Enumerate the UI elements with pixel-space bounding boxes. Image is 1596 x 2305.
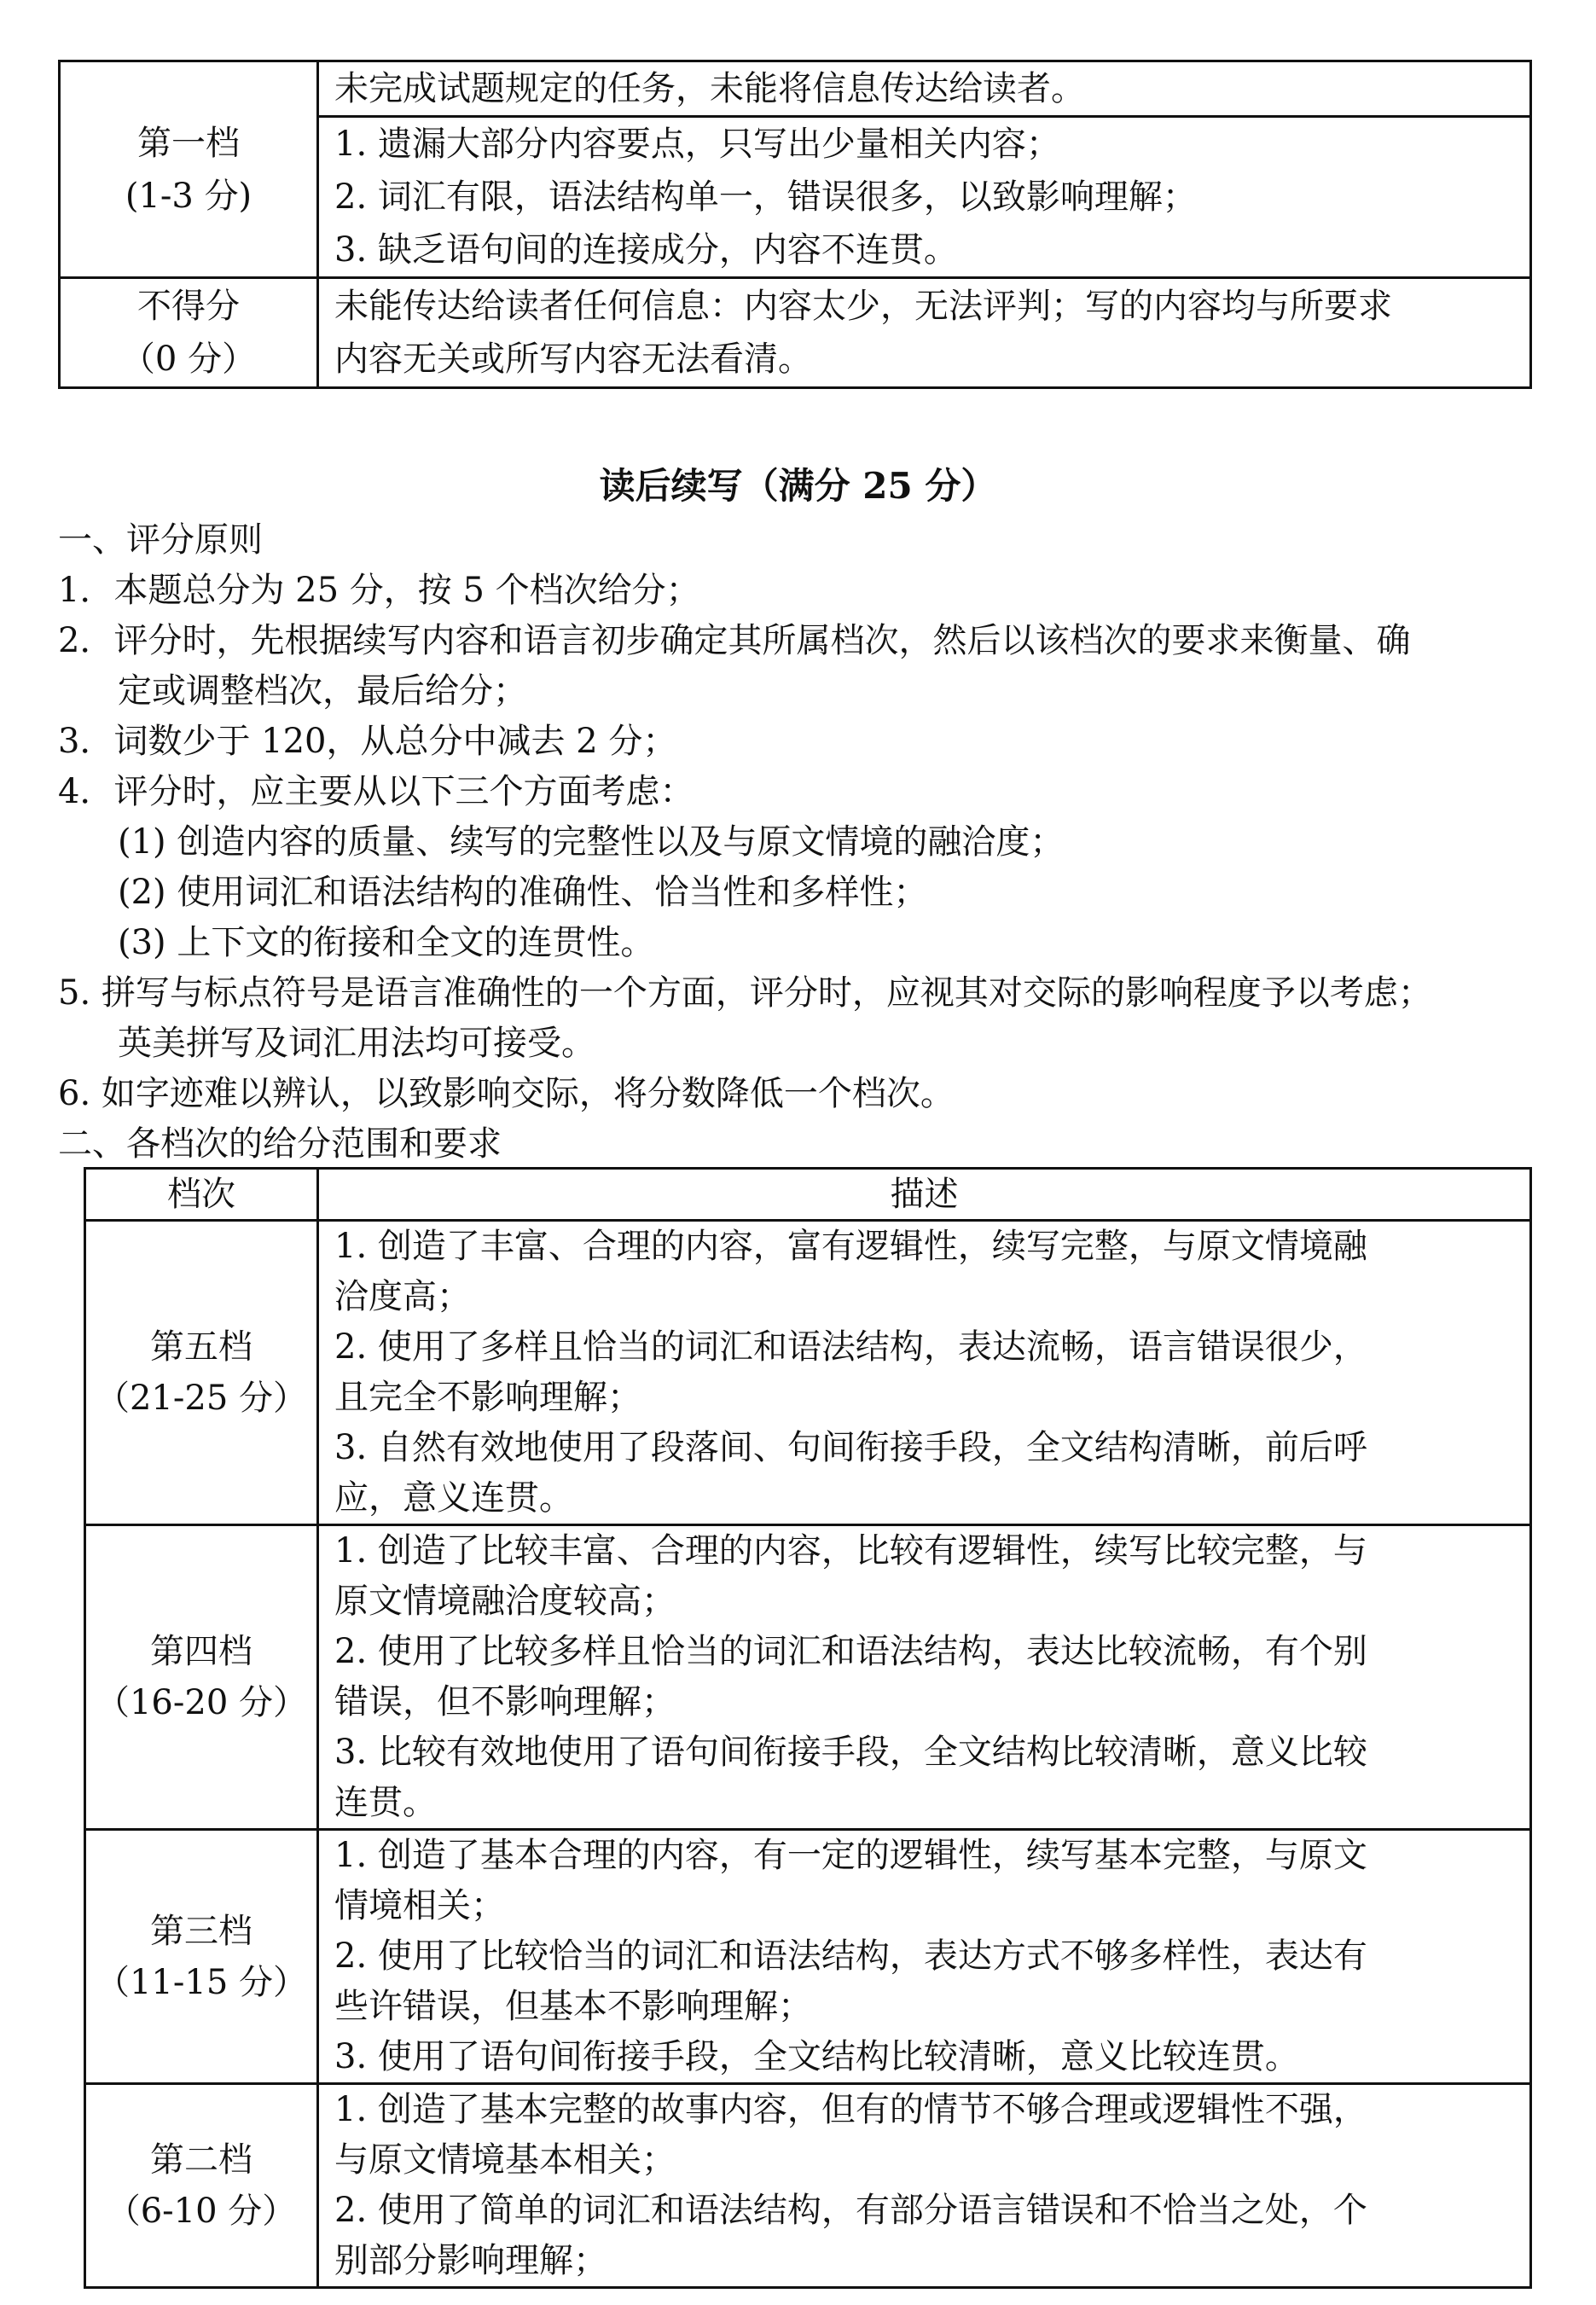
description-line: 且完全不影响理解；: [334, 1378, 641, 1417]
grade-description-cell: [318, 1525, 1531, 1830]
description-line: 1. 创造了基本完整的故事内容，但有的情节不够合理或逻辑性不强，: [334, 2090, 1367, 2129]
principles-heading: 一、评分原则: [58, 520, 263, 560]
grade-range: （16-20 分）: [95, 1683, 308, 1722]
grade-range: （0 分）: [120, 340, 257, 379]
description-line: 情境相关；: [334, 1886, 505, 1925]
table-row: [85, 1830, 1531, 2084]
grade-summary-cell: [318, 61, 1531, 117]
description-line: 3. 比较有效地使用了语句间衔接手段，全文结构比较清晰，意义比较: [334, 1733, 1367, 1772]
principle-item: 5. 拼写与标点符号是语言准确性的一个方面，评分时，应视其对交际的影响程度予以考虑；: [58, 973, 1432, 1013]
grade-summary: 未完成试题规定的任务，未能将信息传达给读者。: [334, 69, 1085, 108]
grade-level-cell: [85, 1830, 318, 2084]
grade-level: 第四档: [150, 1632, 252, 1671]
grade-range: (1-3 分): [125, 176, 252, 216]
header-level: 档次: [85, 1169, 318, 1221]
grade-description-cell: [318, 2084, 1531, 2288]
description-line: 与原文情境基本相关；: [334, 2140, 676, 2180]
previous-grade-table: [58, 60, 1532, 389]
grade-level-cell: [60, 61, 318, 278]
principle-subitem: (3) 上下文的衔接和全文的连贯性。: [118, 923, 655, 962]
principle-item: 英美拼写及词汇用法均可接受。: [118, 1024, 595, 1063]
grade-range: （21-25 分）: [95, 1379, 308, 1418]
principle-item: 2．评分时，先根据续写内容和语言初步确定其所属档次，然后以该档次的要求来衡量、确: [58, 621, 1411, 660]
table-row: [60, 278, 1531, 388]
description-line: 3. 自然有效地使用了段落间、句间衔接手段，全文结构清晰，前后呼: [334, 1428, 1367, 1467]
grade-table-heading: 二、各档次的给分范围和要求: [58, 1124, 502, 1164]
grade-range: （11-15 分）: [95, 1962, 308, 2002]
table-row: [85, 1525, 1531, 1830]
header-description: 描述: [318, 1169, 1531, 1221]
table-row: [60, 61, 1531, 117]
grade-level: 第三档: [150, 1911, 252, 1951]
table-row: [85, 1221, 1531, 1525]
grade-description-cell: [318, 117, 1531, 278]
description-line: 2. 使用了比较恰当的词汇和语法结构，表达方式不够多样性，表达有: [334, 1936, 1367, 1976]
description-line: 连贯。: [334, 1783, 437, 1822]
table-header-row: [85, 1169, 1531, 1221]
description-line: 2. 词汇有限，语法结构单一，错误很多，以致影响理解；: [334, 177, 1197, 217]
description-line: 洽度高；: [334, 1277, 471, 1316]
grade-level-cell: [85, 1221, 318, 1525]
description-line: 些许错误，但基本不影响理解；: [334, 1987, 812, 2026]
principle-item: 4．评分时，应主要从以下三个方面考虑：: [58, 772, 694, 811]
description-line: 内容无关或所写内容无法看清。: [334, 340, 812, 379]
principle-item: 定或调整档次，最后给分；: [118, 671, 527, 711]
principle-item: 3．词数少于 120，从总分中减去 2 分；: [58, 722, 677, 761]
description-line: 未能传达给读者任何信息：内容太少，无法评判；写的内容均与所要求: [334, 287, 1392, 326]
grade-level-cell: [85, 2084, 318, 2288]
grade-level: 第二档: [150, 2140, 252, 2180]
table-row: [85, 2084, 1531, 2288]
grade-description-cell: [318, 1221, 1531, 1525]
principle-item: 1．本题总分为 25 分，按 5 个档次给分；: [58, 571, 700, 610]
description-line: 3. 使用了语句间衔接手段，全文结构比较清晰，意义比较连贯。: [334, 2037, 1299, 2076]
grade-table: [84, 1167, 1532, 2289]
description-line: 1. 遗漏大部分内容要点，只写出少量相关内容；: [334, 125, 1060, 164]
grade-level-cell: [60, 278, 318, 388]
grade-description-cell: [318, 278, 1531, 388]
description-line: 3. 缺乏语句间的连接成分，内容不连贯。: [334, 230, 958, 270]
description-line: 2. 使用了简单的词汇和语法结构，有部分语言错误和不恰当之处，个: [334, 2191, 1367, 2230]
grade-level: 不得分: [137, 287, 240, 326]
description-line: 1. 创造了比较丰富、合理的内容，比较有逻辑性，续写比较完整，与: [334, 1531, 1367, 1571]
principle-item: 6. 如字迹难以辨认，以致影响交际，将分数降低一个档次。: [58, 1074, 955, 1113]
description-line: 2. 使用了多样且恰当的词汇和语法结构，表达流畅，语言错误很少，: [334, 1327, 1367, 1367]
grade-level-cell: [85, 1525, 318, 1830]
scoring-principles: [58, 515, 1542, 1170]
description-line: 原文情境融洽度较高；: [334, 1582, 676, 1621]
description-line: 1. 创造了丰富、合理的内容，富有逻辑性，续写完整，与原文情境融: [334, 1227, 1367, 1266]
grade-description-cell: [318, 1830, 1531, 2084]
grade-range: （6-10 分）: [106, 2192, 297, 2231]
section-title: 读后续写（满分 25 分）: [599, 465, 997, 507]
description-line: 应，意义连贯。: [334, 1478, 573, 1518]
description-line: 错误，但不影响理解；: [334, 1682, 676, 1721]
principle-subitem: (2) 使用词汇和语法结构的准确性、恰当性和多样性；: [118, 873, 928, 912]
description-line: 1. 创造了基本合理的内容，有一定的逻辑性，续写基本完整，与原文: [334, 1836, 1367, 1875]
description-line: 别部分影响理解；: [334, 2241, 607, 2280]
description-line: 2. 使用了比较多样且恰当的词汇和语法结构，表达比较流畅，有个别: [334, 1632, 1367, 1671]
principle-subitem: (1) 创造内容的质量、续写的完整性以及与原文情境的融洽度；: [118, 822, 1065, 862]
grade-level: 第五档: [150, 1327, 252, 1367]
grade-level: 第一档: [137, 123, 240, 163]
